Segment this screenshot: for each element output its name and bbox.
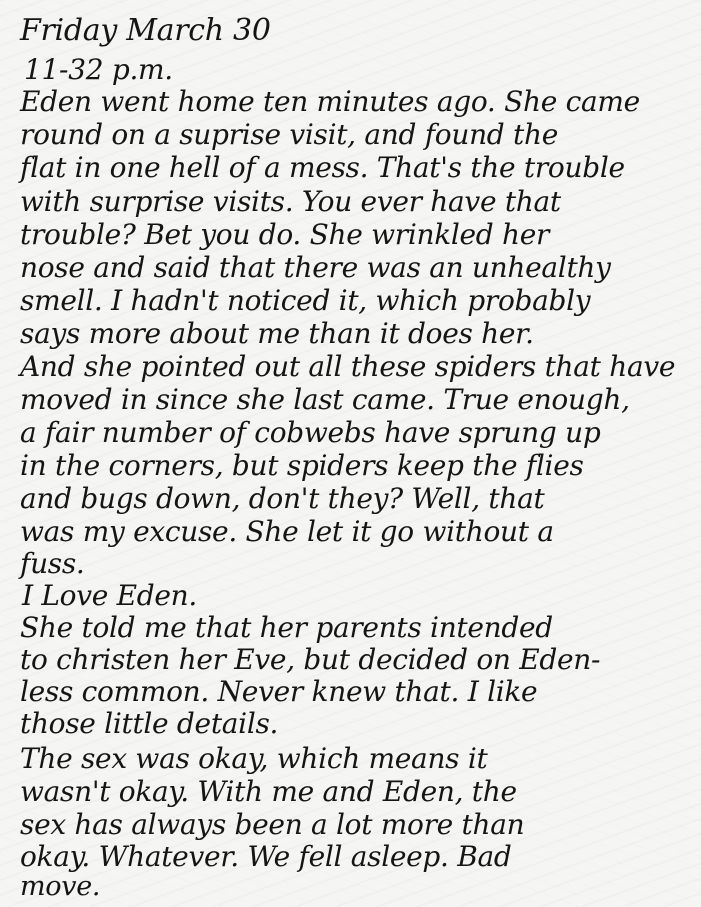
entry-line: to christen her Eve, but decided on Eden- [20, 643, 601, 676]
entry-line: less common. Never knew that. I like [20, 675, 538, 708]
entry-line: those little details. [20, 707, 279, 740]
entry-date: Friday March 30 [20, 13, 271, 48]
entry-line: in the corners, but spiders keep the flies [20, 449, 584, 482]
entry-line: says more about me than it does her. [20, 317, 534, 350]
entry-line: Eden went home ten minutes ago. She came [20, 85, 640, 118]
entry-line: She told me that her parents intended [20, 611, 553, 644]
entry-line: moved in since she last came. True enough, [20, 383, 630, 416]
entry-line: trouble? Bet you do. She wrinkled her [20, 218, 550, 251]
entry-line: The sex was okay, which means it [20, 742, 488, 775]
entry-line: move. [20, 871, 101, 902]
entry-line: smell. I hadn't noticed it, which probably [20, 284, 591, 317]
entry-line: was my excuse. She let it go without a [20, 515, 554, 548]
entry-line: fuss. [20, 547, 85, 580]
entry-line: with surprise visits. You ever have that [20, 185, 561, 218]
entry-line: nose and said that there was an unhealthy [20, 251, 611, 284]
entry-line: a fair number of cobwebs have sprung up [20, 416, 601, 449]
entry-line: I Love Eden. [22, 579, 197, 612]
entry-time: 11-32 p.m. [24, 53, 173, 86]
entry-line: flat in one hell of a mess. That's the trouble [20, 151, 625, 184]
entry-line: round on a suprise visit, and found the [20, 118, 558, 151]
entry-line: And she pointed out all these spiders that have [20, 350, 676, 383]
entry-line: wasn't okay. With me and Eden, the [20, 775, 517, 808]
entry-line: okay. Whatever. We fell asleep. Bad [20, 840, 512, 873]
entry-line: and bugs down, don't they? Well, that [20, 482, 545, 515]
entry-line: sex has always been a lot more than [20, 808, 525, 841]
